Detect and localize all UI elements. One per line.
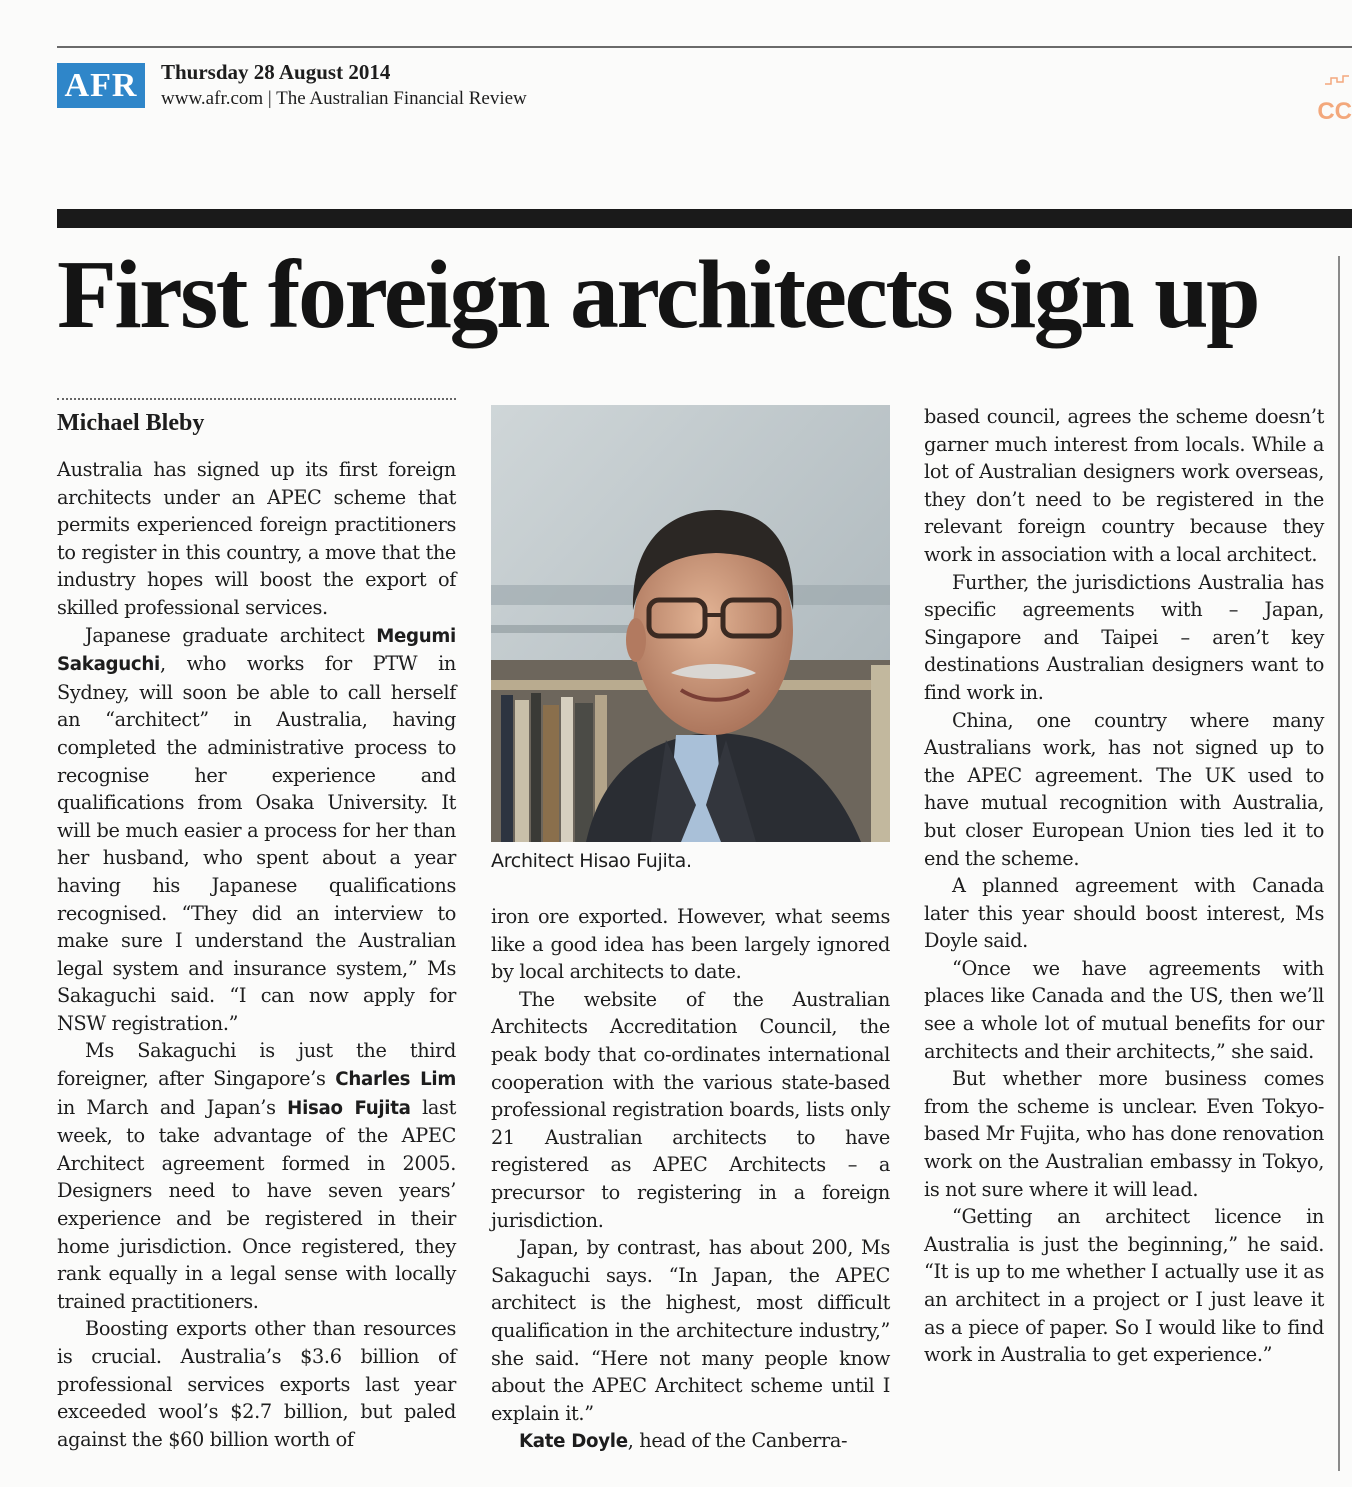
paragraph: A planned agreement with Canada later this year should boost interest, Ms Doyle said. bbox=[924, 874, 1324, 953]
paragraph: “Getting an architect licence in Australia is just the beginning,” he said. “It is up to me whether I actually use it as an architect in a project or I just leave it as a piece of paper. So I would like to find work in Australia to get experience.” bbox=[924, 1205, 1324, 1367]
corner-graphic-icon bbox=[1325, 74, 1349, 88]
paragraph: The website of the Australian Architects Accreditation Council, the peak body that co-ordinates international cooperation with the various state-based professional registration boards, lists only 21 Australian architects to have registered as APEC Architects – a precursor to registering in a foreign jurisdiction. bbox=[491, 987, 890, 1232]
person-name: Kate Doyle bbox=[519, 1431, 628, 1453]
corner-text: CC bbox=[1317, 98, 1352, 125]
top-rule bbox=[57, 46, 1352, 48]
section-rule bbox=[57, 209, 1352, 228]
paragraph: Further, the jurisdictions Australia has specific agreements with – Japan, Singapore and Taipei – aren’t key destinations Australian designers want to find work in. bbox=[924, 570, 1324, 704]
paragraph: Boosting exports other than resources is crucial. Australia’s $3.6 billion of professional services exports last year exceeded wool’s $2.7 billion, but paled against the $60 billion worth of bbox=[57, 1317, 456, 1451]
byline-divider bbox=[57, 398, 456, 400]
paragraph: Japanese graduate architect Megumi Sakaguchi, who works for PTW in Sydney, will soon be able to call herself an “architect” in Australia, having completed the administrative process to recognise her experience and qualifications from Osaka University. It will be much easier a process for her than her husband, who spent about a year having his Japanese qualifications recognised. “They did an interview to make sure I understand the Australian legal system and insurance system,” Ms Sakaguchi said. “I can now apply for NSW registration.” bbox=[57, 623, 456, 1035]
column-2 bbox=[491, 903, 890, 1456]
paragraph: Ms Sakaguchi is just the third foreigner, after Singapore’s Charles Lim in March and Japan’s Hisao Fujita last week, to take advantage of the APEC Architect agreement formed in 2005. Designers need to have seven years’ experience and be registered in their home jurisdiction. Once registered, they rank equally in a legal sense with locally trained practitioners. bbox=[57, 1039, 457, 1313]
person-name: Megumi Sakaguchi bbox=[57, 625, 456, 676]
photo-caption: Architect Hisao Fujita. bbox=[491, 850, 692, 872]
byline: Michael Bleby bbox=[57, 410, 205, 436]
paragraph: But whether more business comes from the scheme is unclear. Even Tokyo-based Mr Fujita, who has done renovation work on the Australian embassy in Tokyo, is not sure where it will lead. bbox=[924, 1067, 1324, 1201]
afr-logo: AFR bbox=[57, 63, 145, 108]
portrait-image bbox=[491, 405, 890, 842]
person-name: Hisao Fujita bbox=[287, 1097, 411, 1119]
paragraph: Japan, by contrast, has about 200, Ms Sakaguchi says. “In Japan, the APEC architect is the highest, most difficult qualification in the architecture industry,” she said. “Here not many people know about the APEC Architect scheme until I explain it.” bbox=[491, 1236, 890, 1425]
paragraph: China, one country where many Australians work, has not signed up to the APEC agreement. The UK used to have mutual recognition with Australia, but closer European Union ties led it to end the scheme. bbox=[924, 708, 1324, 870]
column-1 bbox=[57, 456, 456, 1453]
column-3 bbox=[924, 403, 1324, 1369]
person-name: Charles Lim bbox=[335, 1069, 456, 1091]
headline: First foreign architects sign up bbox=[57, 241, 1259, 349]
paragraph: iron ore exported. However, what seems like a good idea has been largely ignored by local architects to date. bbox=[491, 905, 890, 984]
photo-hisao-fujita bbox=[491, 405, 890, 842]
paragraph: based council, agrees the scheme doesn’t garner much interest from locals. While a lot of Australian designers work overseas, they don’t need to be registered in the relevant foreign country because they work in association with a local architect. bbox=[924, 405, 1324, 566]
paragraph: Kate Doyle, head of the Canberra- bbox=[519, 1429, 848, 1453]
paragraph: Australia has signed up its first foreign architects under an APEC scheme that permits experienced foreign practitioners to register in this country, a move that the industry hopes will boost the export of skilled professional services. bbox=[57, 458, 456, 619]
column-rule bbox=[1338, 256, 1340, 1471]
paragraph: “Once we have agreements with places like Canada and the US, then we’ll see a whole lot of mutual benefits for our architects and their architects,” she said. bbox=[924, 956, 1324, 1063]
publication-date: Thursday 28 August 2014 bbox=[161, 60, 391, 84]
publication-site: www.afr.com | The Australian Financial Review bbox=[161, 88, 527, 109]
